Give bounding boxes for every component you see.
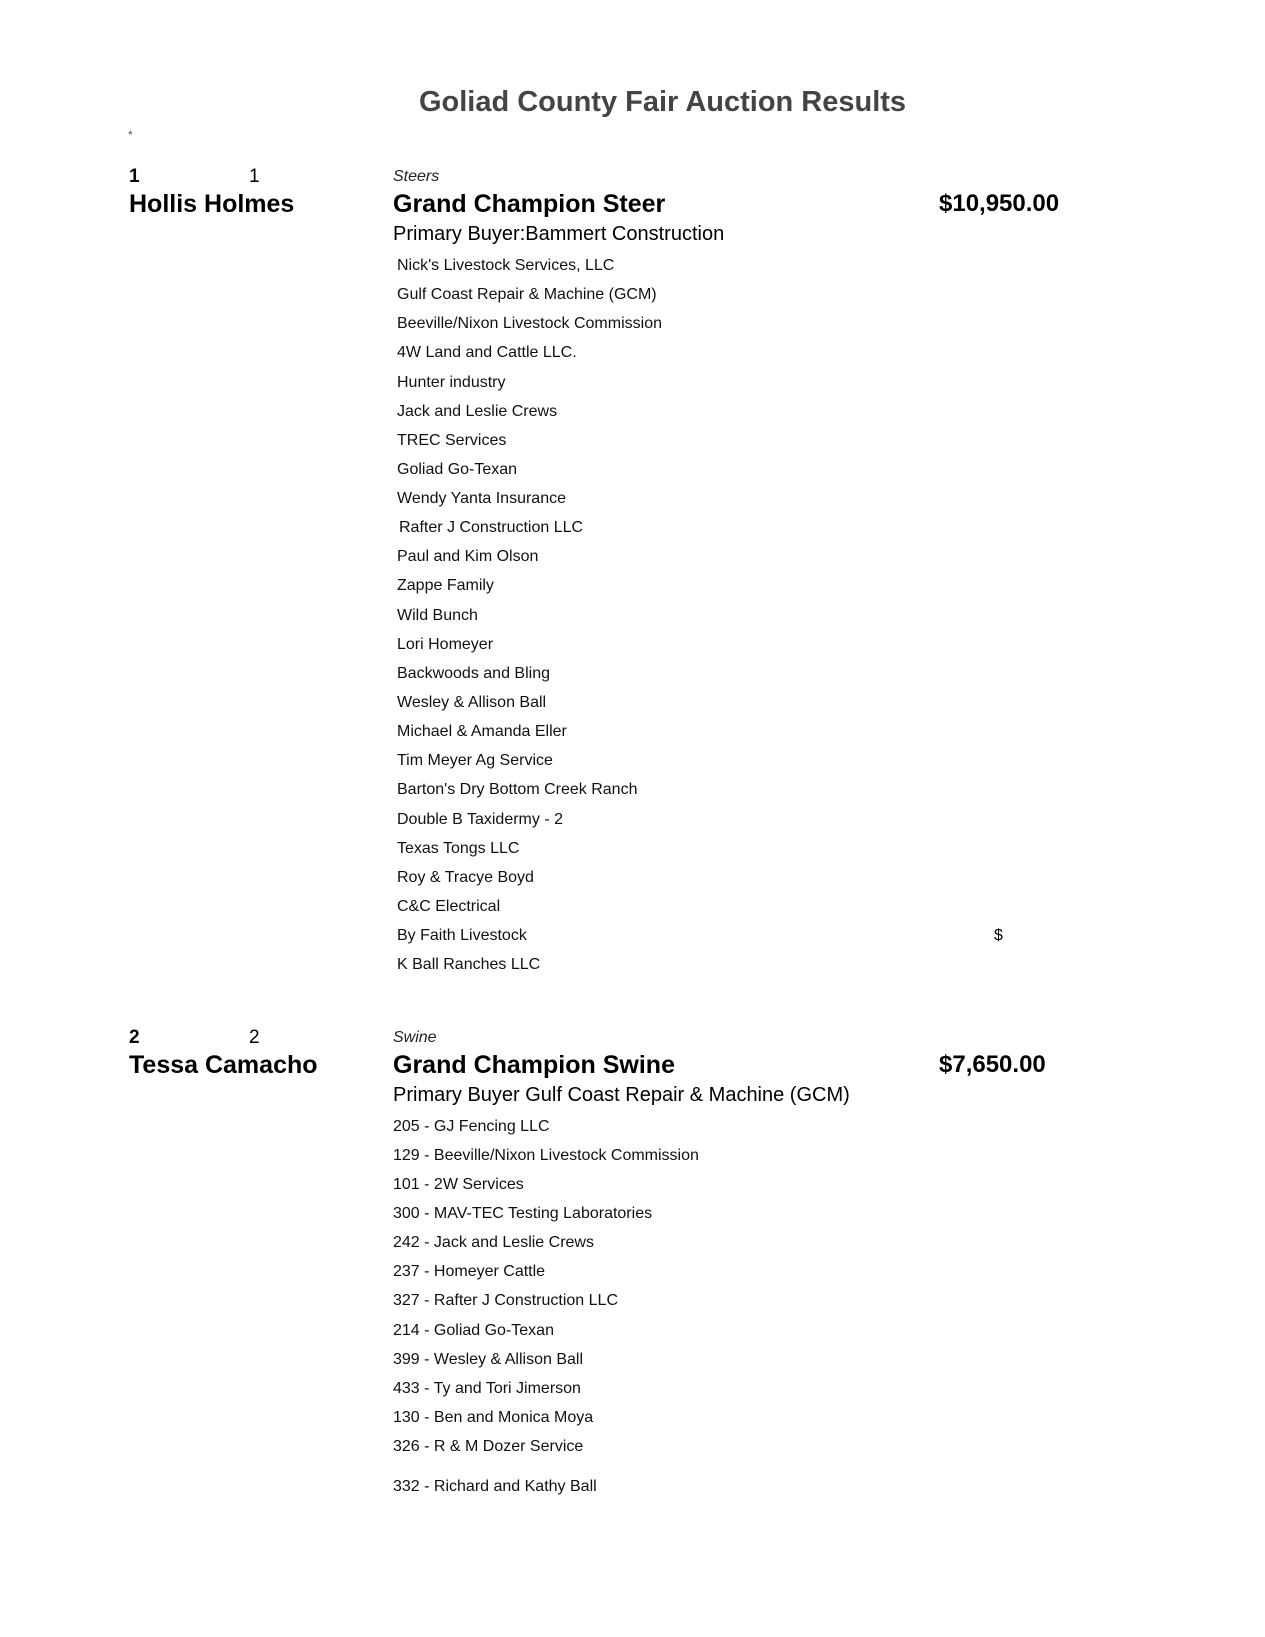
- buyer-item: Wesley & Allison Ball: [397, 694, 547, 711]
- buyer-item: TREC Services: [397, 432, 507, 449]
- buyer-item: 205 - GJ Fencing LLC: [393, 1118, 550, 1135]
- lot-number: 2: [129, 1027, 140, 1048]
- buyer-item: Jack and Leslie Crews: [397, 403, 558, 420]
- buyer-item: Lori Homeyer: [397, 636, 494, 653]
- buyer-item: Backwoods and Bling: [397, 665, 550, 682]
- buyer-item: Wendy Yanta Insurance: [397, 490, 566, 507]
- buyer-item: 242 - Jack and Leslie Crews: [393, 1234, 594, 1251]
- sale-price: $10,950.00: [939, 190, 1060, 217]
- buyer-item: Roy & Tracye Boyd: [397, 869, 534, 886]
- buyer-item: 399 - Wesley & Allison Ball: [393, 1351, 584, 1368]
- buyer-item: Texas Tongs LLC: [397, 840, 520, 857]
- page-title: Goliad County Fair Auction Results: [418, 86, 907, 118]
- buyer-item: 326 - R & M Dozer Service: [393, 1438, 584, 1455]
- buyer-item: Double B Taxidermy - 2: [397, 811, 563, 828]
- award-title: Grand Champion Swine: [393, 1051, 675, 1079]
- buyer-item: By Faith Livestock: [397, 927, 527, 944]
- buyer-item: Goliad Go-Texan: [397, 461, 518, 478]
- buyer-item: 433 - Ty and Tori Jimerson: [393, 1380, 581, 1397]
- buyer-item: Wild Bunch: [397, 607, 478, 624]
- buyer-item: 130 - Ben and Monica Moya: [393, 1409, 594, 1426]
- stray-dollar-sign: $: [994, 927, 1003, 944]
- buyer-item: Paul and Kim Olson: [397, 548, 539, 565]
- asterisk-mark: *: [128, 128, 133, 142]
- sale-price: $7,650.00: [939, 1051, 1046, 1078]
- buyer-item: Zappe Family: [397, 577, 494, 594]
- primary-buyer: Primary Buyer:Bammert Construction: [393, 223, 725, 245]
- buyer-item: 327 - Rafter J Construction LLC: [393, 1292, 618, 1309]
- lot-sequence: 2: [249, 1027, 260, 1048]
- primary-buyer: Primary Buyer Gulf Coast Repair & Machine (GCM): [393, 1084, 850, 1106]
- lot-number: 1: [129, 166, 140, 187]
- buyer-item: 101 - 2W Services: [393, 1176, 524, 1193]
- exhibitor-name: Hollis Holmes: [129, 190, 295, 218]
- buyer-item: Rafter J Construction LLC: [399, 519, 584, 536]
- buyer-item: Hunter industry: [397, 374, 506, 391]
- buyer-item: K Ball Ranches LLC: [397, 956, 541, 973]
- buyer-item: 214 - Goliad Go-Texan: [393, 1322, 554, 1339]
- award-title: Grand Champion Steer: [393, 190, 666, 218]
- buyer-item: Gulf Coast Repair & Machine (GCM): [397, 286, 657, 303]
- exhibitor-name: Tessa Camacho: [129, 1051, 318, 1079]
- buyer-item: Tim Meyer Ag Service: [397, 752, 553, 769]
- buyer-item: 129 - Beeville/Nixon Livestock Commission: [393, 1147, 699, 1164]
- buyer-item: C&C Electrical: [397, 898, 501, 915]
- buyer-item: 300 - MAV-TEC Testing Laboratories: [393, 1205, 653, 1222]
- buyer-item: 4W Land and Cattle LLC.: [397, 344, 577, 361]
- buyer-item: Nick's Livestock Services, LLC: [397, 257, 615, 274]
- buyer-item: 332 - Richard and Kathy Ball: [393, 1478, 597, 1495]
- category-label: Swine: [393, 1029, 437, 1046]
- buyer-item: 237 - Homeyer Cattle: [393, 1263, 546, 1280]
- buyer-item: Barton's Dry Bottom Creek Ranch: [397, 781, 638, 798]
- category-label: Steers: [393, 168, 440, 185]
- buyer-item: Beeville/Nixon Livestock Commission: [397, 315, 662, 332]
- buyer-item: Michael & Amanda Eller: [397, 723, 567, 740]
- lot-sequence: 1: [249, 166, 260, 187]
